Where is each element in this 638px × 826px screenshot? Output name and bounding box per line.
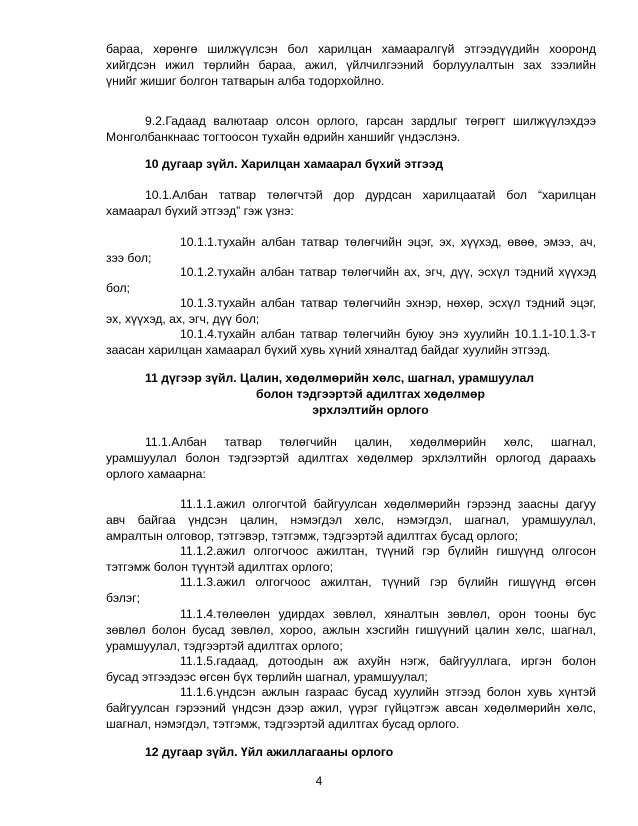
text-line: зээ бол;	[106, 251, 152, 265]
text-line: 11.1.4.төлөөлөн удирдах зөвлөл, хяналтын зөвлөл, орон тооны бус	[180, 607, 596, 621]
section-heading: 12 дугаар зүйл. Үйл ажиллагааны орлого	[145, 745, 394, 759]
text-line: 11.1.2.ажил олгогчоос ажилтан, түүний гэр бүлийн гишүүнд олгосон	[180, 544, 596, 558]
text-line: амралтын олговор, тэтгэвэр, тэтгэмж, тэдгээртэй адилтгах бусад орлого;	[106, 529, 519, 543]
text-line: урамшуулал болон тэдгээртэй адилтгах хөдөлмөр эрхлэлтийн орлогод дараахь	[106, 451, 596, 465]
section-heading: болон тэдгээртэй адилтгах хөдөлмөр	[256, 387, 485, 401]
text-line: авч байгаа үндсэн цалин, нэмэгдэл хөлс, нэмэгдэл, шагнал, урамшуулал,	[106, 513, 596, 527]
text-line: 11.1.3.ажил олгогчоос ажилтан, түүний гэр бүлийн гишүүнд өгсөн	[180, 575, 596, 589]
text-line: 11.1.Албан татвар төлөгчийн цалин, хөдөлмөрийн хөлс, шагнал,	[145, 435, 596, 449]
text-line: бол;	[106, 281, 130, 295]
text-line: үнийг жишиг болгон татварын алба тодорхойлно.	[106, 74, 385, 88]
section-heading: эрхлэлтийн орлого	[312, 403, 429, 417]
text-line: байгуулсан гэрээний үндсэн дээр ажил, үүрэг гүйцэтгэж авсан хөдөлмөрийн хөлс,	[106, 701, 596, 715]
text-line: бараа, хөрөнгө шилжүүлсэн бол харилцан хамааралгүй этгээдүүдийн хооронд	[106, 42, 596, 56]
text-line: 10.1.2.тухайн албан татвар төлөгчийн ах, эгч, дүү, эсхүл тэдний хүүхэд	[180, 265, 596, 279]
text-line: Монголбанкнаас тогтоосон тухайн өдрийн ханшийг үндэслэнэ.	[106, 130, 461, 144]
text-line: орлого хамаарна:	[106, 467, 206, 481]
text-line: заасан харилцан хамаарал бүхий хувь хүний хяналтад байдаг хуулийн этгээд.	[106, 343, 551, 357]
text-line: урамшуулал, тэдгээртэй адилтгах орлого;	[106, 639, 343, 653]
section-heading: 10 дугаар зүйл. Харилцан хамаарал бүхий этгээд	[145, 157, 444, 171]
text-line: 9.2.Гадаад валютаар олсон орлого, гарсан зардлыг төгрөгт шилжүүлэхдээ	[145, 114, 596, 128]
text-line: 10.1.1.тухайн албан татвар төлөгчийн эцэг, эх, хүүхэд, өвөө, эмээ, ач,	[180, 235, 596, 249]
text-line: 11.1.6.үндсэн ажлын газраас бусад хуулийн этгээд болон хувь хүнтэй	[180, 685, 596, 699]
text-line: тэтгэмж болон түүнтэй адилтгах орлого;	[106, 560, 334, 574]
text-line: 10.1.Албан татвар төлөгчтэй дор дурдсан харилцаатай бол “харилцан	[145, 188, 596, 202]
text-line: бэлэг;	[106, 591, 140, 605]
text-line: эх, хүүхэд, ах, эгч, дүү бол;	[106, 312, 260, 326]
section-heading: 11 дүгээр зүйл. Цалин, хөдөлмөрийн хөлс, шагнал, урамшуулал	[145, 371, 534, 385]
text-line: хамаарал бүхий этгээд” гэж үзнэ:	[106, 204, 294, 218]
text-line: 11.1.1.ажил олгогчтой байгуулсан хөдөлмөрийн гэрээнд заасны дагуу	[180, 497, 596, 511]
text-line: шагнал, нэмэгдэл, тэтгэмж, тэдгээртэй адилтгах бусад орлого.	[106, 717, 460, 731]
text-line: зөвлөл болон бусад зөвлөл, хороо, ажлын хэсгийн гишүүний цалин хөлс, шагнал,	[106, 623, 596, 637]
text-line: хийгдсэн ижил төрлийн бараа, ажил, үйлчилгээний борлуулалтын зах зээлийн	[106, 58, 596, 72]
page-number: 4	[315, 774, 323, 788]
text-line: 11.1.5.гадаад, дотоодын аж ахуйн нэгж, байгууллага, иргэн болон	[180, 654, 596, 668]
text-line: 10.1.3.тухайн албан татвар төлөгчийн эхнэр, нөхөр, эсхүл тэдний эцэг,	[180, 296, 596, 310]
text-line: 10.1.4.тухайн албан татвар төлөгчийн буюу энэ хуулийн 10.1.1-10.1.3-т	[180, 327, 596, 341]
text-line: бусад этгээдээс өгсөн бүх төрлийн шагнал, урамшуулал;	[106, 670, 428, 684]
